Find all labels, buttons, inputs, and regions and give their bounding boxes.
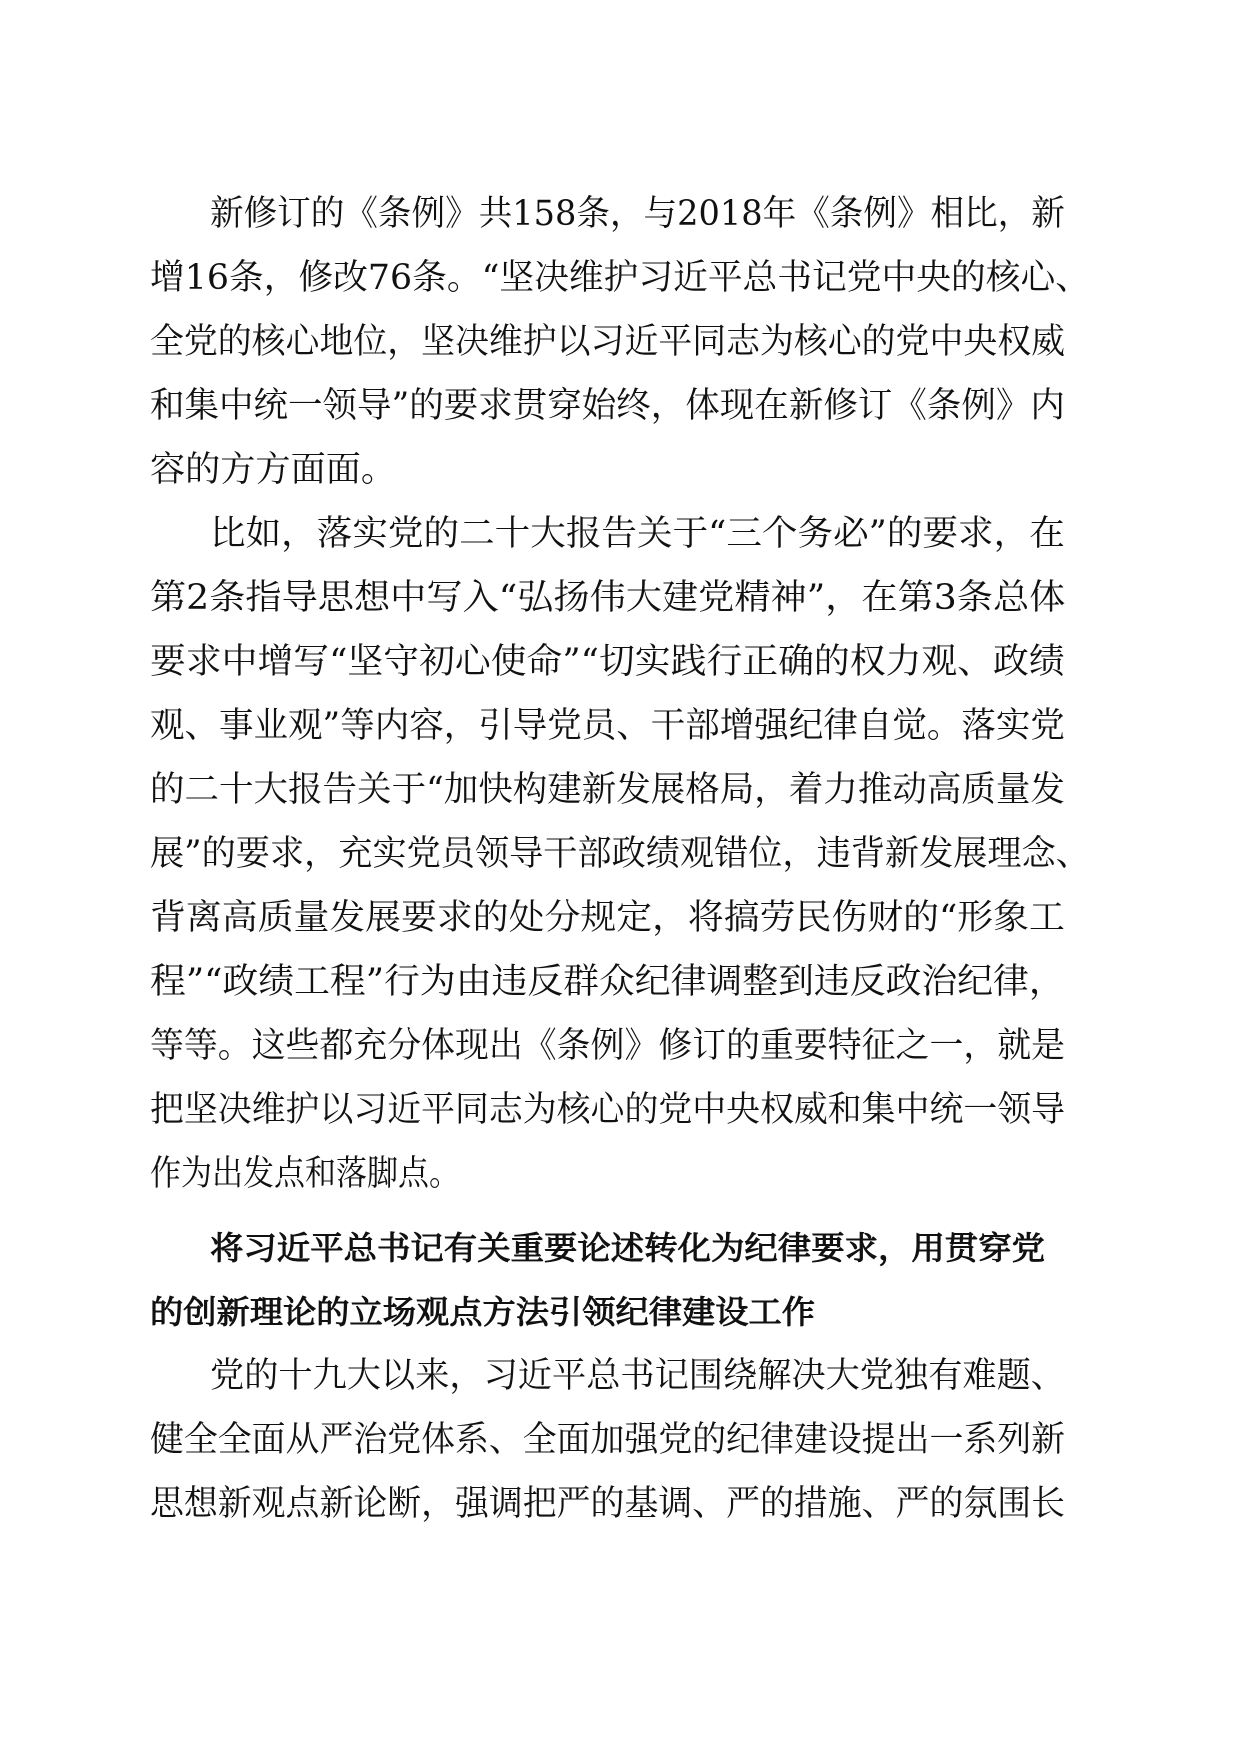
paragraph-1-line-4: 和集中统一领导”的要求贯穿始终，体现在新修订《条例》内 bbox=[150, 386, 1065, 426]
paragraph-3-line-3: 思想新观点新论断，强调把严的基调、严的措施、严的氛围长 bbox=[150, 1484, 1066, 1524]
paragraph-1-line-5: 容的方方面面。 bbox=[150, 450, 397, 490]
paragraph-2-line-11: 作为出发点和落脚点。 bbox=[150, 1154, 461, 1194]
paragraph-2-line-1: 比如，落实党的二十大报告关于“三个务必”的要求，在 bbox=[210, 514, 1065, 554]
paragraph-1-line-1: 新修订的《条例》共158条，与2018年《条例》相比，新 bbox=[210, 194, 1065, 234]
section-heading-line-1: 将习近平总书记有关重要论述转化为纪律要求，用贯穿党 bbox=[210, 1229, 1046, 1267]
paragraph-2-line-6: 展”的要求，充实党员领导干部政绩观错位，违背新发展理念、 bbox=[150, 834, 1090, 874]
section-heading-line-2: 的创新理论的立场观点方法引领纪律建设工作 bbox=[150, 1293, 816, 1331]
paragraph-1-line-3: 全党的核心地位，坚决维护以习近平同志为核心的党中央权威 bbox=[150, 322, 1066, 362]
paragraph-2-line-3: 要求中增写“坚守初心使命”“切实践行正确的权力观、政绩 bbox=[150, 642, 1065, 682]
paragraph-2-line-7: 背离高质量发展要求的处分规定，将搞劳民伤财的“形象工 bbox=[150, 898, 1065, 938]
paragraph-2-line-4: 观、事业观”等内容，引导党员、干部增强纪律自觉。落实党 bbox=[150, 706, 1065, 746]
paragraph-2-line-9: 等等。这些都充分体现出《条例》修订的重要特征之一，就是 bbox=[150, 1026, 1066, 1066]
paragraph-2-line-10: 把坚决维护以习近平同志为核心的党中央权威和集中统一领导 bbox=[150, 1090, 1066, 1130]
paragraph-2-line-2: 第2条指导思想中写入“弘扬伟大建党精神”，在第3条总体 bbox=[150, 578, 1066, 618]
paragraph-3-line-2: 健全全面从严治党体系、全面加强党的纪律建设提出一系列新 bbox=[150, 1420, 1066, 1460]
paragraph-2-line-8: 程”“政绩工程”行为由违反群众纪律调整到违反政治纪律， bbox=[150, 962, 1065, 1002]
paragraph-1-line-2: 增16条，修改76条。“坚决维护习近平总书记党中央的核心、 bbox=[150, 258, 1090, 298]
paragraph-2-line-5: 的二十大报告关于“加快构建新发展格局，着力推动高质量发 bbox=[150, 770, 1065, 810]
paragraph-3-line-1: 党的十九大以来，习近平总书记围绕解决大党独有难题、 bbox=[210, 1356, 1066, 1396]
